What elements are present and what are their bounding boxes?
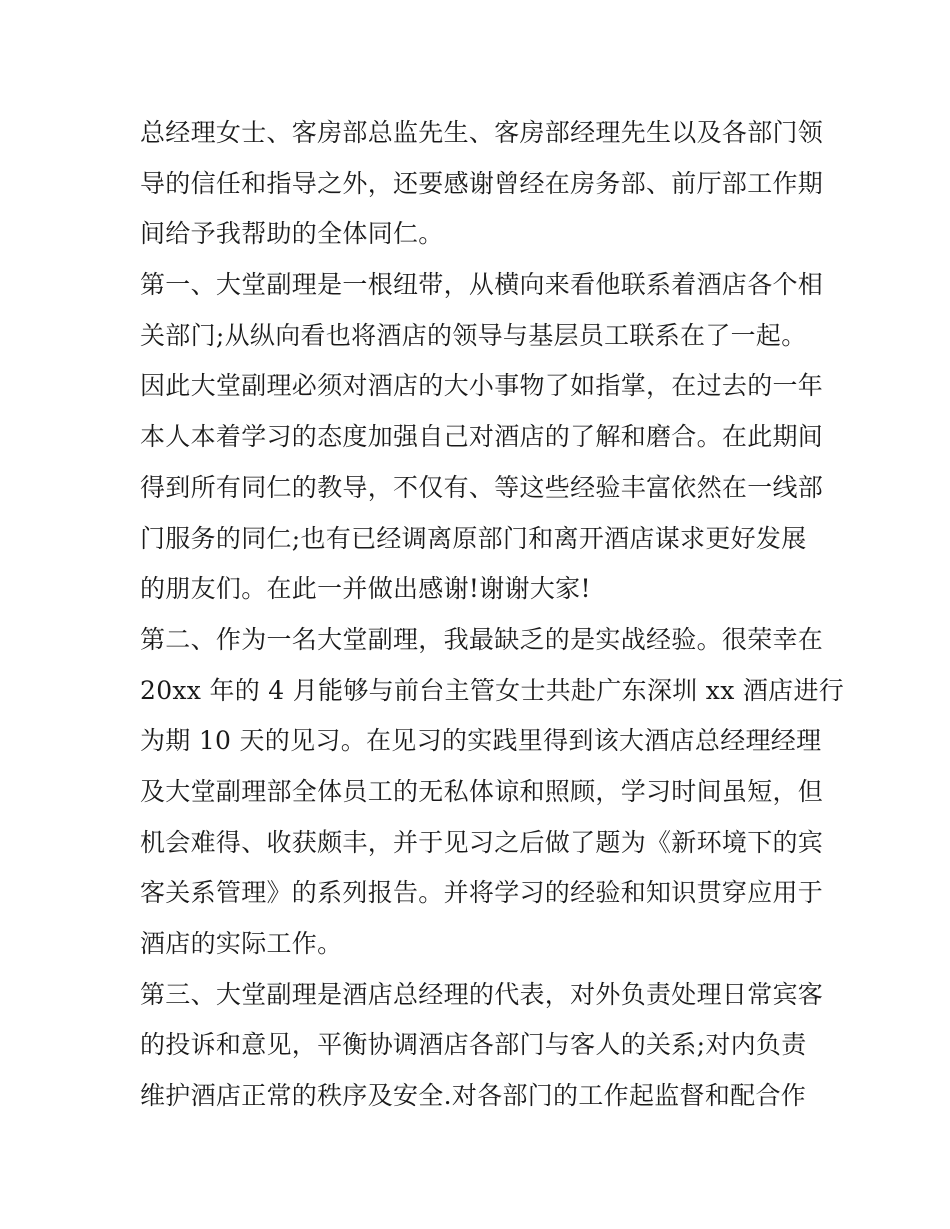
text-line: 客关系管理》的系列报告。并将学习的经验和知识贯穿应用于 — [140, 878, 824, 908]
text-line: 及大堂副理部全体员工的无私体谅和照顾，学习时间虽短，但 — [140, 776, 824, 806]
text-line: 为期 10 天的见习。在见习的实践里得到该大酒店总经理经理 — [140, 726, 822, 756]
text-line: 本人本着学习的态度加强自己对酒店的了解和磨合。在此期间 — [140, 422, 824, 452]
text-line: 总经理女士、客房部总监先生、客房部经理先生以及各部门领 — [140, 118, 824, 147]
text-line: 间给予我帮助的全体同仁。 — [140, 219, 444, 249]
text-line: 关部门;从纵向看也将酒店的领导与基层员工联系在了一起。 — [140, 320, 807, 350]
text-line: 维护酒店正常的秩序及安全.对各部门的工作起监督和配合作 — [140, 1081, 807, 1111]
text-line: 机会难得、收获颇丰，并于见习之后做了题为《新环境下的宾 — [140, 827, 824, 857]
text-line: 20xx 年的 4 月能够与前台主管女士共赴广东深圳 xx 酒店进行 — [140, 675, 845, 705]
text-line: 第二、作为一名大堂副理，我最缺乏的是实战经验。很荣幸在 — [140, 624, 824, 654]
text-line: 酒店的实际工作。 — [140, 929, 343, 958]
text-line: 门服务的同仁;也有已经调离原部门和离开酒店谋求更好发展 — [140, 523, 807, 553]
text-line: 的投诉和意见，平衡协调酒店各部门与客人的关系;对内负责 — [140, 1030, 807, 1060]
text-line: 的朋友们。在此一并做出感谢!谢谢大家! — [140, 574, 591, 604]
text-line: 导的信任和指导之外，还要感谢曾经在房务部、前厅部工作期 — [140, 168, 824, 198]
text-line: 得到所有同仁的教导，不仅有、等这些经验丰富依然在一线部 — [140, 472, 824, 502]
text-line: 第一、大堂副理是一根纽带，从横向来看他联系着酒店各个相 — [140, 270, 824, 300]
text-line: 因此大堂副理必须对酒店的大小事物了如指掌，在过去的一年 — [140, 371, 824, 401]
body-text — [140, 108, 845, 1122]
text-line: 第三、大堂副理是酒店总经理的代表，对外负责处理日常宾客 — [140, 979, 824, 1009]
